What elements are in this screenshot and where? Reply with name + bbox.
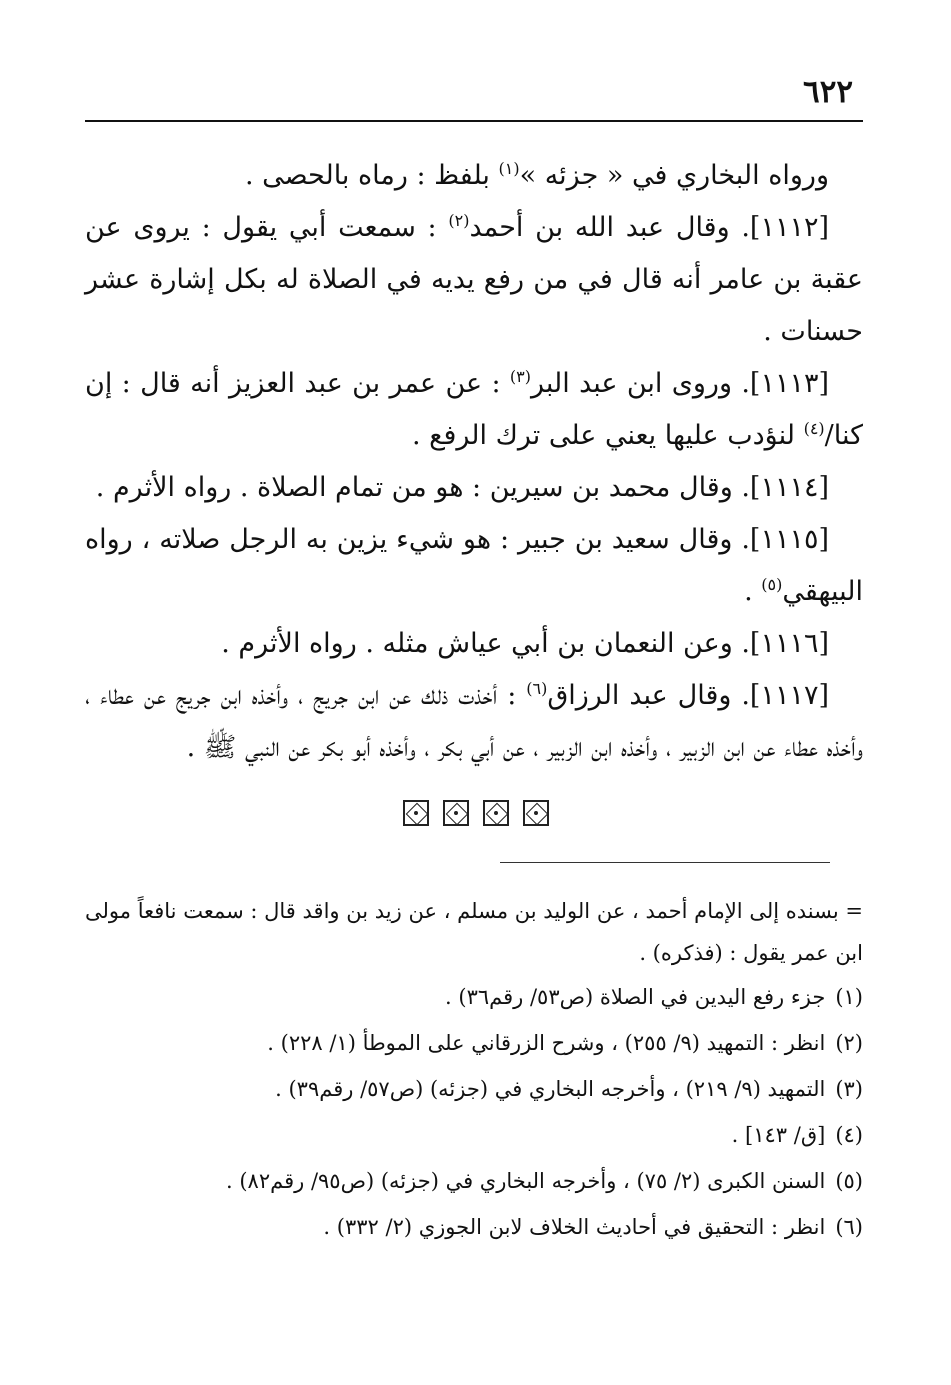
main-text [85, 150, 863, 774]
footnote-number: (٦) [835, 1215, 863, 1239]
square-knot-ornament-icon [443, 800, 469, 826]
square-knot-ornament-icon [483, 800, 509, 826]
footnote-ref[interactable]: (٥) [761, 575, 783, 594]
footnote-ref[interactable]: (٣) [509, 367, 531, 386]
square-knot-ornament-icon [523, 800, 549, 826]
footnote-number: (٢) [835, 1031, 863, 1055]
footnote: (٤)[ق/ ١٤٣] . [731, 1123, 863, 1147]
paragraph: [١١١٦]. وعن النعمان بن أبي عياش مثله . رواه الأثرم . [221, 628, 829, 659]
paragraph: [١١١٧]. وقال عبد الرزاق$^{(٦)}$ : أخذت ذلك عن ابن جريج ، وأخذه ابن جريج عن عطاء ، وأخذه عطاء عن ابن الزبير ، وأخذه ابن الزبير ، عن أبي بكر ، وأخذه أبو بكر عن النبي ﷺ . [85, 679, 863, 763]
footnote: (٦)انظر : التحقيق في أحاديث الخلاف لابن الجوزي (٢/ ٣٣٢) . [323, 1215, 863, 1239]
paragraph: [١١١٣]. وروى ابن عبد البر$^{(٣)}$ : عن عمر بن عبد العزيز أنه قال : إن كنا/$^{(٤)}$ لنؤدب عليها يعني على ترك الرفع . [85, 367, 863, 451]
footnote: (١)جزء رفع اليدين في الصلاة (ص٥٣/ رقم٣٦) . [445, 985, 863, 1009]
footnote-number: (٣) [835, 1077, 863, 1101]
footnote-number: (١) [835, 985, 863, 1009]
footnotes [85, 890, 863, 1250]
paragraph: [١١١٥]. وقال سعيد بن جبير : هو شيء يزين به الرجل صلاته ، رواه البيهقي$^{(٥)}$ . [85, 524, 863, 607]
footnote-divider [500, 862, 830, 863]
footnote: (٣)التمهيد (٩/ ٢١٩) ، وأخرجه البخاري في (جزئه) (ص٥٧/ رقم٣٩) . [275, 1077, 863, 1101]
footnote-number: (٥) [835, 1169, 863, 1193]
footnote-continuation: = بسنده إلى الإمام أحمد ، عن الوليد بن مسلم ، عن زيد بن واقد قال : سمعت نافعاً مولى ابن عمر يقول : (فذكره) . [85, 899, 863, 965]
paragraph: ورواه البخاري في « جزئه »$^{(١)}$ بلفظ : رماه بالحصى . [244, 159, 829, 191]
footnote-ref[interactable]: (٤) [803, 419, 825, 438]
footnote: (٥)السنن الكبرى (٢/ ٧٥) ، وأخرجه البخاري في (جزئه) (ص٩٥/ رقم٨٢) . [226, 1169, 863, 1193]
footnote-ref[interactable]: (١) [498, 159, 520, 178]
square-knot-ornament-icon [403, 800, 429, 826]
paragraph: [١١١٢]. وقال عبد الله بن أحمد$^{(٢)}$ : سمعت أبي يقول : يروى عن عقبة بن عامر أنه قال في من رفع يديه في الصلاة له بكل إشارة عشر حسنات . [85, 211, 863, 347]
section-ornament [0, 800, 951, 834]
footnote-ref[interactable]: (٢) [448, 211, 470, 230]
footnote-ref[interactable]: (٦) [526, 679, 548, 698]
paragraph: [١١١٤]. وقال محمد بن سيرين : هو من تمام الصلاة . رواه الأثرم . [95, 472, 829, 503]
footnote: (٢)انظر : التمهيد (٩/ ٢٥٥) ، وشرح الزرقاني على الموطأ (١/ ٢٢٨) . [267, 1031, 863, 1055]
page-header [85, 70, 863, 122]
footnote-number: (٤) [835, 1123, 863, 1147]
page-number: ٦٢٢ [803, 74, 853, 110]
